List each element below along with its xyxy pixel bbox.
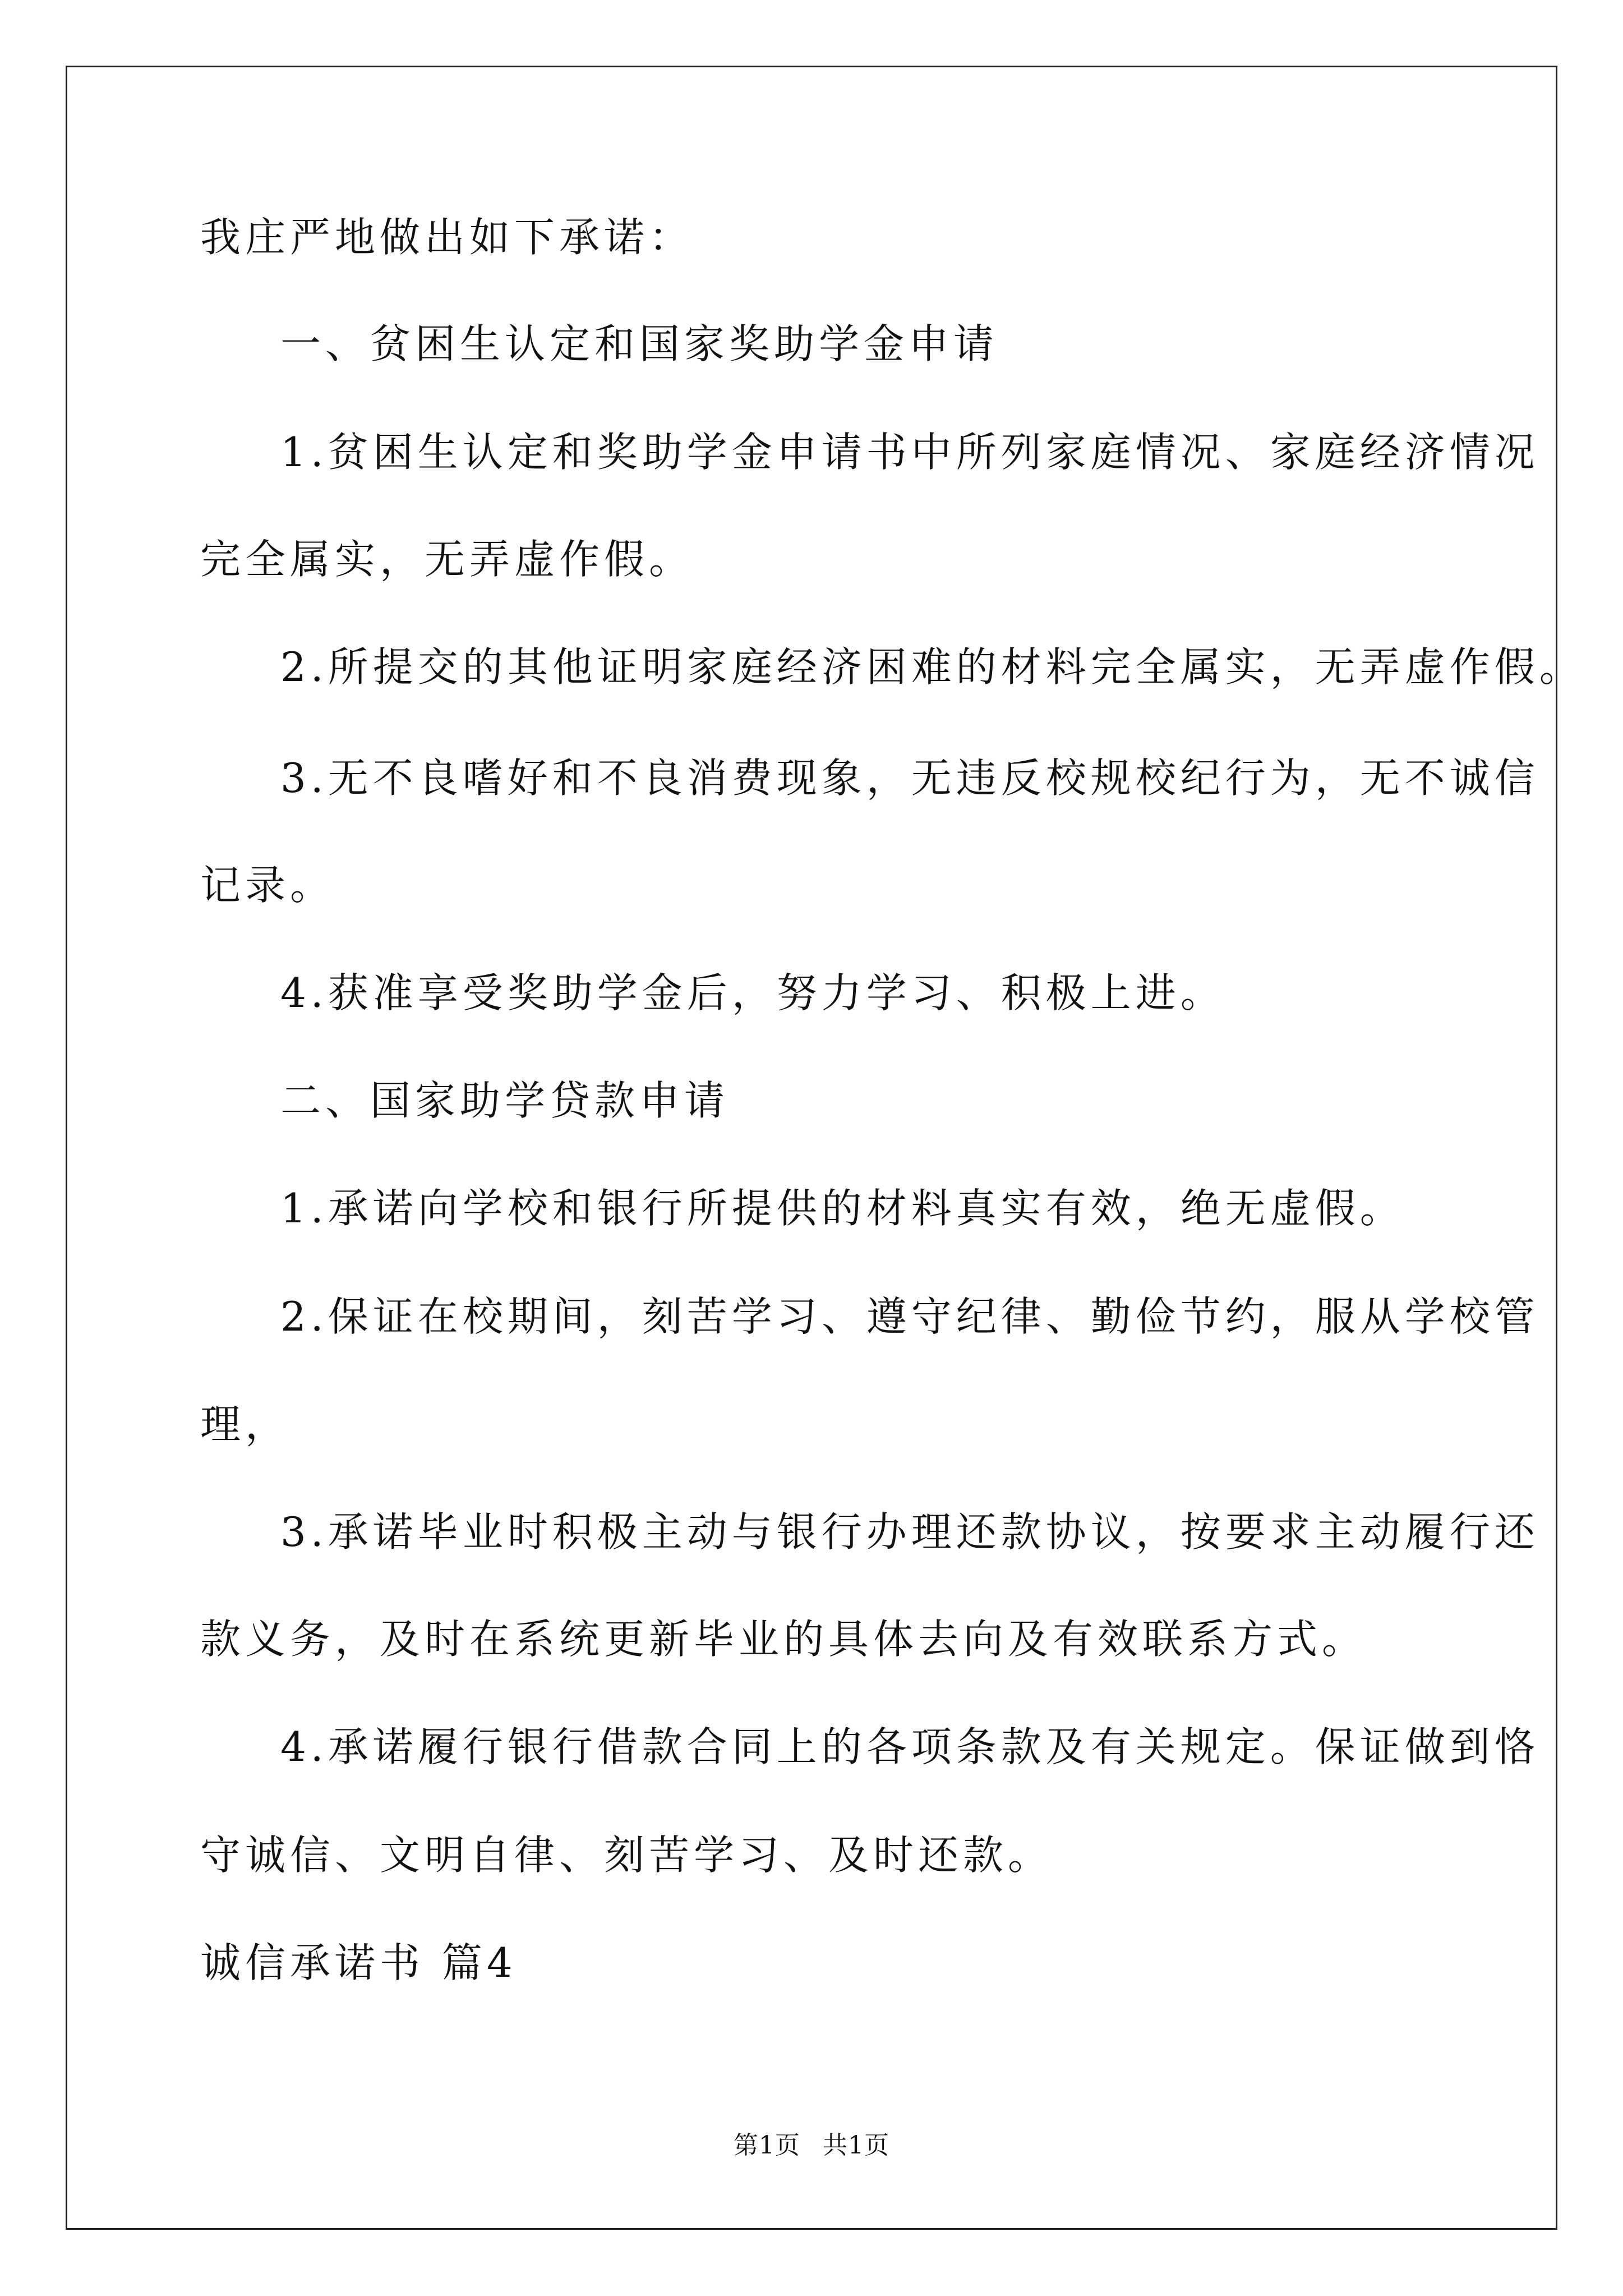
text-line: 3.承诺毕业时积极主动与银行办理还款协议，按要求主动履行还 [280, 1508, 1539, 1556]
text-line: 完全属实，无弄虚作假。 [200, 536, 694, 583]
section-heading: 一、贫困生认定和国家奖助学金申请 [280, 320, 999, 367]
page-border [66, 66, 1557, 2230]
text-line: 款义务，及时在系统更新毕业的具体去向及有效联系方式。 [200, 1616, 1367, 1663]
text-line: 守诚信、文明自律、刻苦学习、及时还款。 [200, 1832, 1053, 1879]
text-line: 记录。 [200, 862, 335, 909]
text-line: 3.无不良嗜好和不良消费现象，无违反校规校纪行为，无不诚信 [280, 754, 1539, 802]
text-line: 1.承诺向学校和银行所提供的材料真实有效，绝无虚假。 [280, 1185, 1405, 1232]
text-line: 2.保证在校期间，刻苦学习、遵守纪律、勤俭节约，服从学校管 [280, 1293, 1539, 1340]
text-line: 我庄严地做出如下承诺： [200, 214, 694, 261]
text-line: 2.所提交的其他证明家庭经济困难的材料完全属实，无弄虚作假。 [280, 643, 1584, 691]
text-line: 4.承诺履行银行借款合同上的各项条款及有关规定。保证做到恪 [280, 1723, 1539, 1770]
page-footer [0, 2129, 1623, 2162]
text-line: 1.贫困生认定和奖助学金申请书中所列家庭情况、家庭经济情况 [280, 429, 1539, 476]
section-heading: 二、国家助学贷款申请 [280, 1077, 730, 1124]
page-current: 第1页 [734, 2131, 800, 2160]
document-heading: 诚信承诺书 篇4 [200, 1939, 517, 1986]
text-line: 4.获准享受奖助学金后，努力学习、积极上进。 [280, 969, 1225, 1016]
page-total: 共1页 [823, 2131, 889, 2160]
text-line: 理， [200, 1401, 291, 1448]
